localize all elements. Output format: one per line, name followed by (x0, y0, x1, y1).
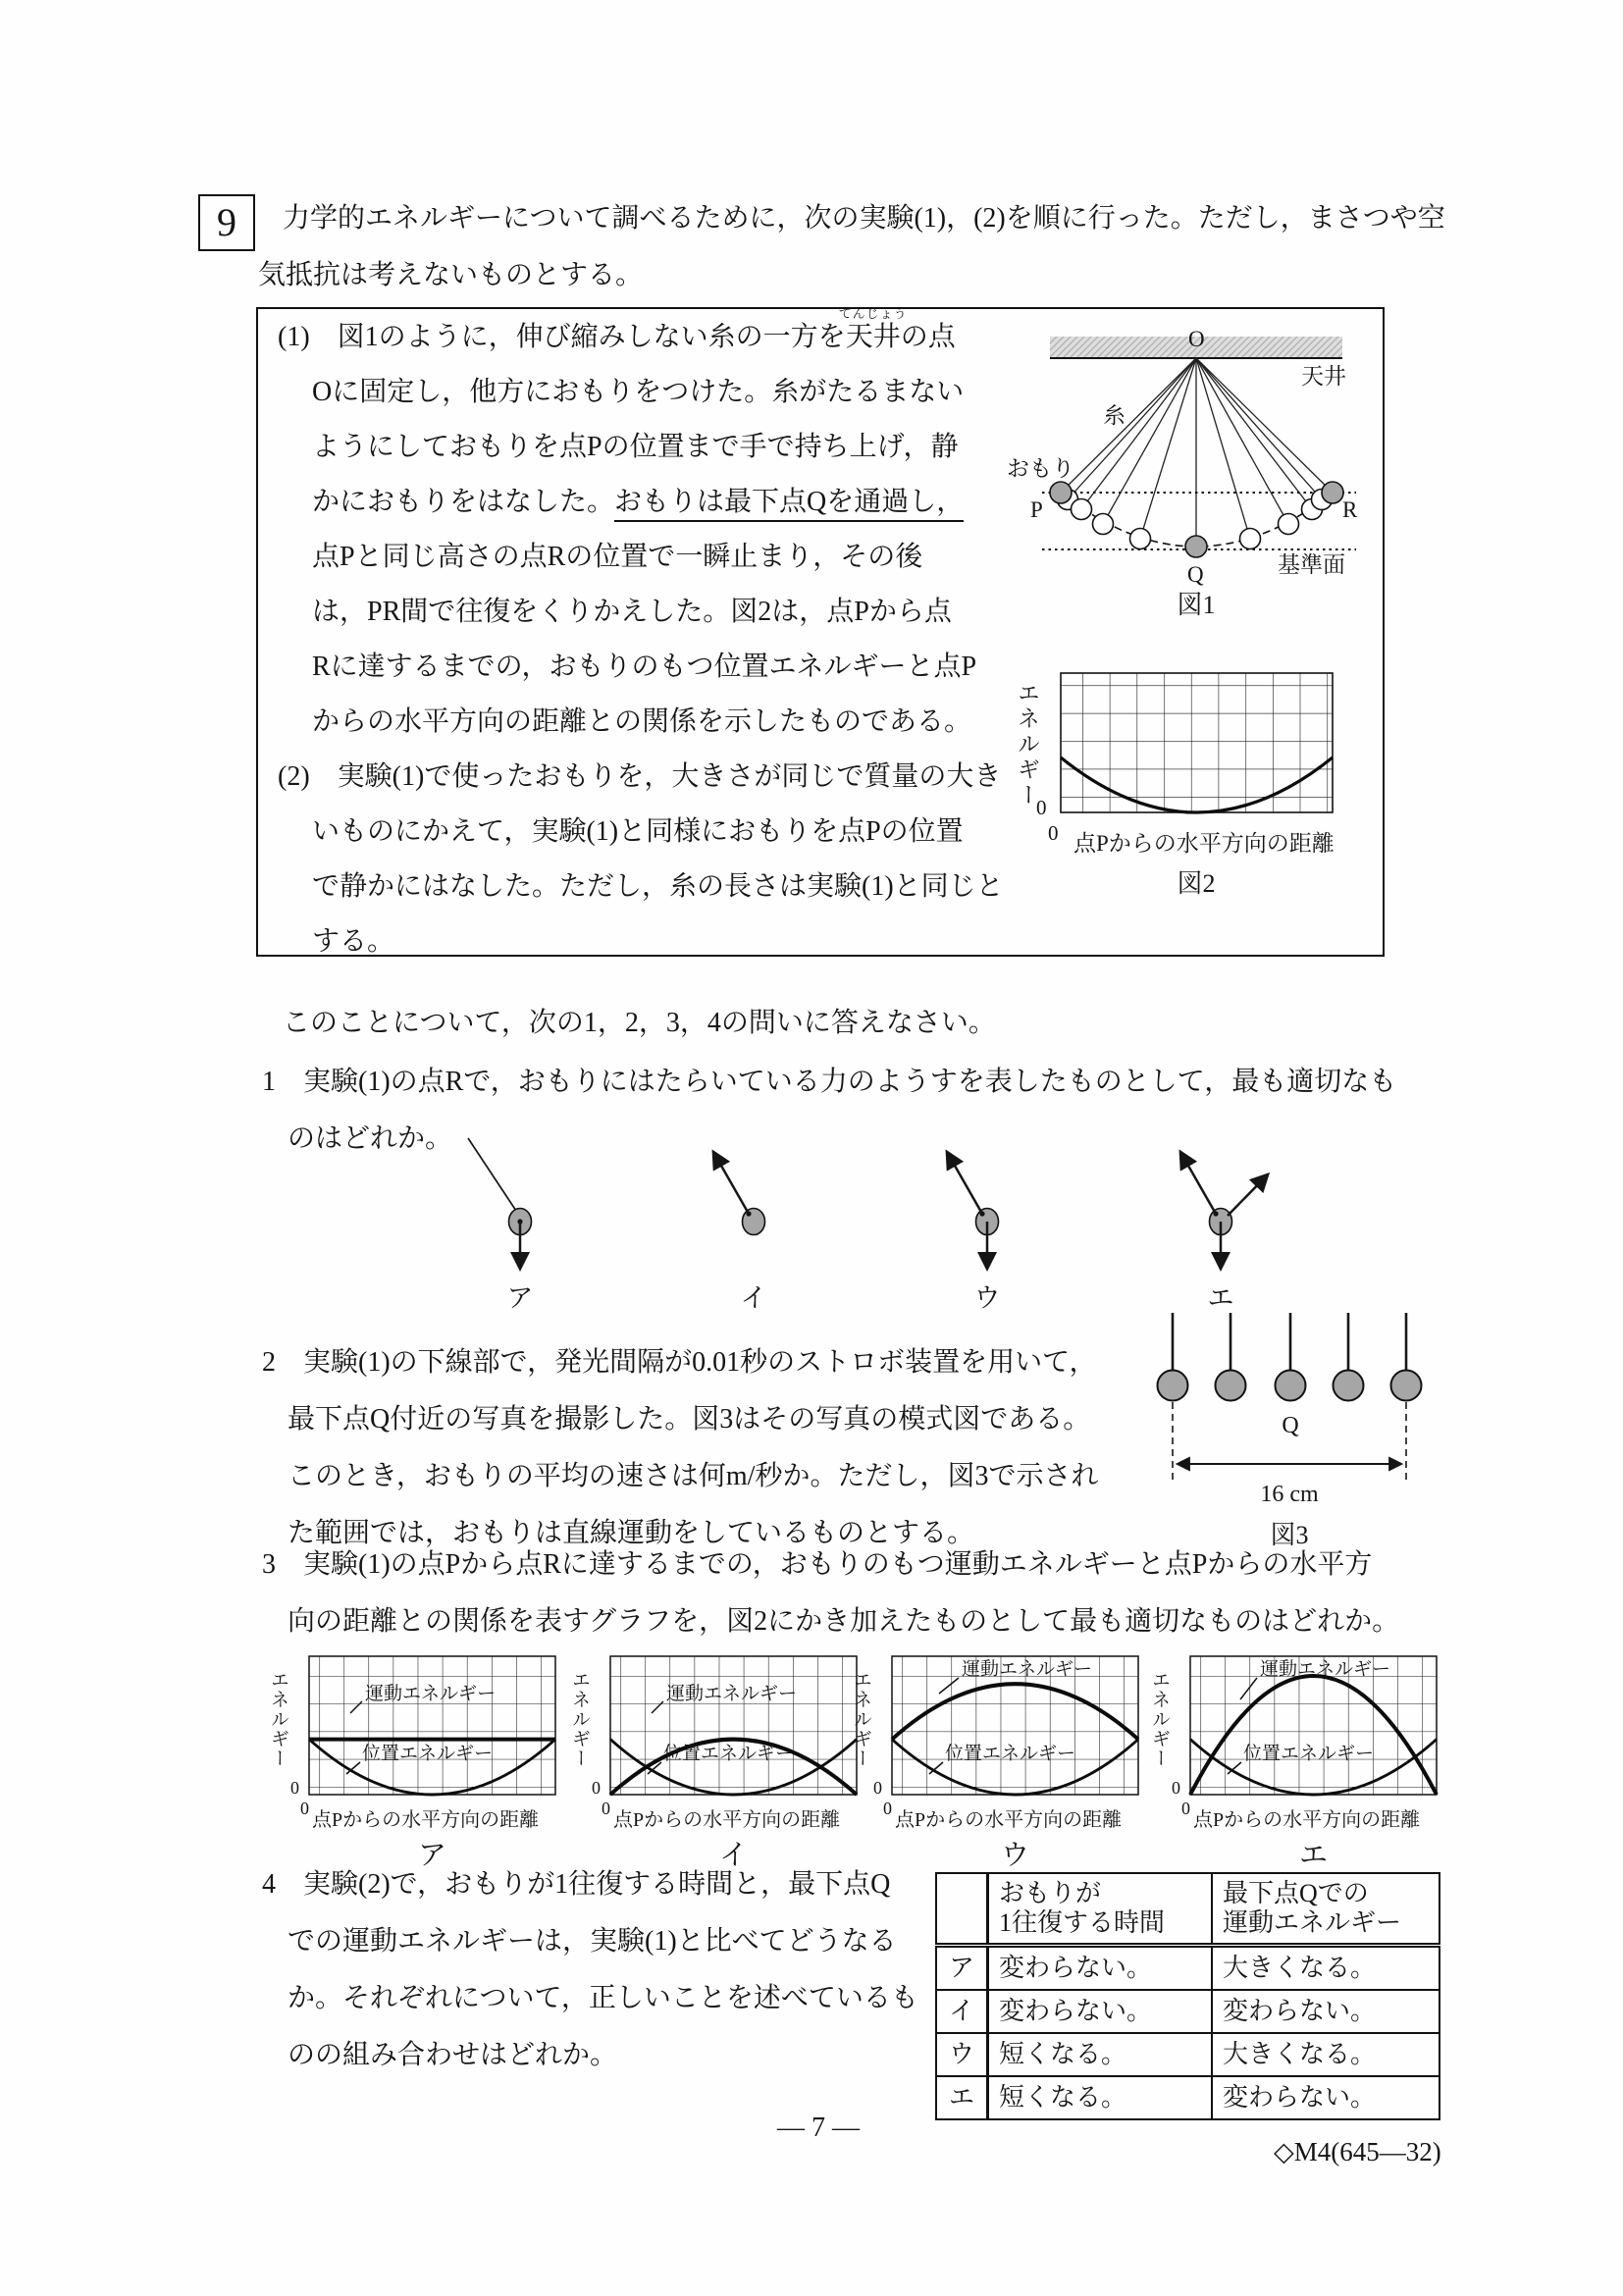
fig2-caption: 図2 (1177, 869, 1216, 898)
graph-x0: 0 (602, 1799, 610, 1818)
intro-line-2: 気抵抗は考えないものとする。 (258, 260, 644, 290)
exp1-line-6: は，PR間で往復をくりかえした。図2は，点Pから点 (312, 597, 952, 627)
fig3-caption: 図3 (1270, 1521, 1309, 1549)
q4-line-2: での運動エネルギーは，実験(1)と比べてどうなる (288, 1926, 897, 1957)
furigana: てんじょう (838, 306, 908, 321)
ke-label: 運動エネルギー (962, 1659, 1093, 1680)
q2-line-1: 2 実験(1)の下線部で，発光間隔が0.01秒のストロボ装置を用いて， (262, 1347, 1097, 1378)
fig1-label-string: 糸 (1103, 403, 1126, 428)
exp1-line-1: (1) 図1のように，伸び縮みしない糸の一方を天井 てんじょう の点 (278, 306, 956, 352)
page-number: — 7 — (777, 2113, 860, 2143)
q1-line-2: のはどれか。 (288, 1123, 453, 1154)
force-option-b (713, 1152, 765, 1235)
fig1-label-q: Q (1187, 562, 1204, 587)
row-energy: 大きくなる。 (1212, 2033, 1440, 2076)
pe-label: 位置エネルギー (945, 1744, 1076, 1764)
exp2-line-4: する。 (312, 926, 395, 957)
exp1-line-2: Oに固定し，他方におもりをつけた。糸がたるまない (312, 377, 965, 407)
q2-line-3: このとき，おもりの平均の速さは何m/秒か。ただし，図3で示され (288, 1461, 1099, 1491)
graph-ylabel: エネルギー (268, 1670, 288, 1768)
q2-line-4: た範囲では，おもりは直線運動をしているものとする。 (288, 1518, 975, 1548)
exp1-line-7: Rに達するまでの，おもりのもつ位置エネルギーと点P (312, 652, 977, 682)
force-option-a (468, 1138, 532, 1269)
q3-option-label-a: ア (417, 1840, 446, 1871)
q1-line-1: 1 実験(1)の点Rで，おもりにはたらいている力のようすを表したものとして，最も適切なも (262, 1067, 1397, 1097)
fig2-xlabel: 点Pからの水平方向の距離 (1073, 831, 1335, 856)
table-header-energy: 最下点Qでの 運動エネルギー (1212, 1873, 1440, 1946)
table-row (936, 1946, 1440, 1991)
question-number-box: 9 (198, 194, 255, 251)
fig2-ylabel: エネルギー (1015, 681, 1039, 809)
ke-label: 運動エネルギー (666, 1684, 798, 1704)
row-time: 短くなる。 (988, 2033, 1213, 2076)
q4-line-1: 4 実験(2)で，おもりが1往復する時間と，最下点Q (262, 1869, 891, 1900)
q1-option-label-d: エ (1207, 1283, 1234, 1313)
pe-label: 位置エネルギー (663, 1744, 795, 1764)
q3-graph-c (828, 1648, 1152, 1869)
graph-x0: 0 (300, 1799, 309, 1818)
exp1-line-8: からの水平方向の距離との関係を示したものである。 (312, 706, 972, 737)
row-energy: 変わらない。 (1212, 1990, 1440, 2033)
ke-label: 運動エネルギー (1260, 1659, 1391, 1680)
row-time: 変わらない。 (988, 1990, 1213, 2033)
exp2-line-2: いものにかえて，実験(1)と同様におもりを点Pの位置 (312, 816, 964, 847)
table-header-row (936, 1873, 1440, 1946)
force-option-c (947, 1152, 999, 1269)
row-key: ウ (936, 2033, 988, 2076)
graph-y0: 0 (1172, 1778, 1180, 1798)
fig3-strings (1173, 1313, 1406, 1371)
q1-option-label-c: ウ (973, 1283, 1001, 1313)
ke-label: 運動エネルギー (365, 1684, 497, 1704)
table-row (936, 1990, 1440, 2033)
fig1-label-p: P (1030, 497, 1043, 522)
fig2-origin-x0: 0 (1048, 821, 1059, 845)
graph-xlabel: 点Pからの水平方向の距離 (895, 1809, 1123, 1831)
graph-xlabel: 点Pからの水平方向の距離 (1193, 1809, 1421, 1831)
force-option-d (1180, 1152, 1268, 1269)
q1-force-diagrams (412, 1128, 1315, 1285)
fig2-grid (1061, 673, 1333, 812)
q2-line-2: 最下点Q付近の写真を撮影した。図3はその写真の模式図である。 (288, 1404, 1091, 1435)
row-time: 変わらない。 (988, 1946, 1213, 1991)
graph-ylabel: エネルギー (1149, 1670, 1170, 1768)
fig3-balls (1158, 1371, 1422, 1401)
row-key: エ (936, 2076, 988, 2119)
q3-option-label-b: イ (718, 1840, 748, 1871)
exp1-line-5: 点Pと同じ高さの点Rの位置で一瞬止まり，その後 (312, 542, 923, 572)
graph-ylabel: エネルギー (851, 1670, 871, 1768)
table-row (936, 2076, 1440, 2119)
table-header-time: おもりが 1往復する時間 (988, 1873, 1213, 1946)
row-key: ア (936, 1946, 988, 1991)
row-energy: 大きくなる。 (1212, 1946, 1440, 1991)
q3-option-label-c: ウ (1000, 1840, 1029, 1871)
pe-label: 位置エネルギー (1243, 1744, 1375, 1764)
fig2-origin-y0: 0 (1036, 796, 1047, 819)
graph-xlabel: 点Pからの水平方向の距離 (613, 1809, 841, 1831)
document-code: ◇M4(645—32) (1274, 2137, 1441, 2166)
row-time: 短くなる。 (988, 2076, 1213, 2119)
underlined-text: おもりは最下点Qを通過し， (614, 487, 964, 522)
q3-line-2: 向の距離との関係を表すグラフを，図2にかき加えたものとして最も適切なものはどれか。 (288, 1606, 1400, 1637)
fig1-label-r: R (1342, 497, 1358, 522)
q3-line-1: 3 実験(1)の点Pから点Rに達するまでの，おもりのもつ運動エネルギーと点Pからの水平方 (262, 1549, 1373, 1580)
graph-xlabel: 点Pからの水平方向の距離 (312, 1809, 540, 1831)
q3-option-label-d: エ (1298, 1840, 1328, 1871)
q1-option-label-a: ア (506, 1283, 534, 1313)
exp1-line-4: かにおもりをはなした。おもりは最下点Qを通過し， (312, 486, 964, 519)
intro-line-1: 力学的エネルギーについて調べるために，次の実験(1)，(2)を順に行った。ただし，まさつや空 (283, 203, 1445, 234)
q3-graph-a (245, 1648, 569, 1869)
fig1-label-ceiling: 天井 (1301, 364, 1346, 389)
ruby-tenjou: 天井 てんじょう (838, 306, 908, 352)
q3-graph-b (547, 1648, 870, 1869)
fig1-label-o: O (1188, 327, 1205, 351)
row-key: イ (936, 1990, 988, 2033)
fig1-caption: 図1 (1177, 591, 1216, 619)
q4-line-3: か。それぞれについて，正しいことを述べているも (288, 1983, 918, 2013)
table-header-blank (936, 1873, 988, 1946)
q4-answer-table (935, 1872, 1440, 2120)
pe-label: 位置エネルギー (362, 1744, 494, 1764)
graph-ylabel: エネルギー (569, 1670, 590, 1768)
graph-x0: 0 (1181, 1799, 1190, 1818)
fig1-label-weight: おもり (1007, 456, 1074, 481)
exp2-line-1: (2) 実験(1)で使ったおもりを，大きさが同じで質量の大き (278, 761, 1002, 792)
q3-graph-d (1126, 1648, 1450, 1869)
table-row (936, 2033, 1440, 2076)
fig3-distance-label: 16 cm (1260, 1482, 1319, 1507)
graph-y0: 0 (592, 1778, 601, 1798)
graph-x0: 0 (883, 1799, 892, 1818)
q1-option-label-b: イ (740, 1283, 767, 1313)
lead-line: このことについて，次の1，2，3，4の問いに答えなさい。 (283, 1008, 996, 1038)
exp1-line-3: ようにしておもりを点Pの位置まで手で持ち上げ，静 (312, 432, 959, 462)
row-energy: 変わらない。 (1212, 2076, 1440, 2119)
fig3-label-q: Q (1282, 1413, 1299, 1438)
graph-y0: 0 (873, 1778, 882, 1798)
exp2-line-3: で静かにはなした。ただし，糸の長さは実験(1)と同じと (312, 871, 1004, 902)
fig1-label-base-plane: 基準面 (1278, 552, 1345, 577)
graph-y0: 0 (290, 1778, 299, 1798)
q4-line-4: のの組み合わせはどれか。 (288, 2040, 618, 2070)
